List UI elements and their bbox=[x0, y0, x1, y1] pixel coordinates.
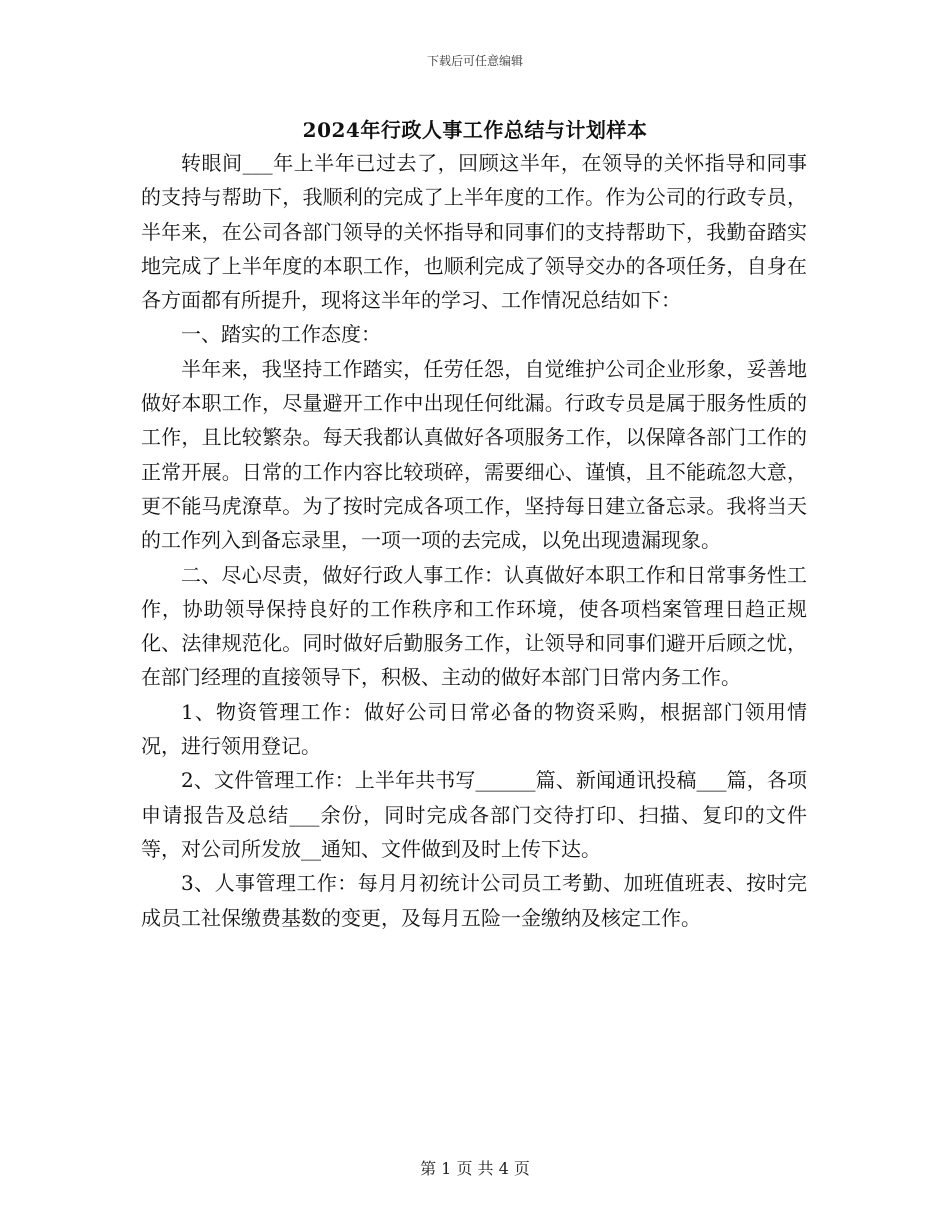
paragraph-item-1: 1、物资管理工作：做好公司日常必备的物资采购，根据部门领用情况，进行领用登记。 bbox=[141, 699, 807, 759]
paragraph-intro: 转眼间___年上半年已过去了，回顾这半年，在领导的关怀指导和同事的支持与帮助下，我顺利的完成了上半年度的工作。作为公司的行政专员，半年来，在公司各部门领导的关怀指导和同事们的支持帮助下，我勤奋踏实地完成了上半年度的本职工作，也顺利完成了领导交办的各项任务，自身在各方面都有所提升，现将这半年的学习、工作情况总结如下： bbox=[141, 151, 807, 313]
paragraph-section-2: 二、尽心尽责，做好行政人事工作：认真做好本职工作和日常事务性工作，协助领导保持良好的工作秩序和工作环境，使各项档案管理日趋正规化、法律规范化。同时做好后勤服务工作，让领导和同事们避开后顾之忧，在部门经理的直接领导下，积极、主动的做好本部门日常内务工作。 bbox=[141, 562, 807, 690]
paragraph-section-1-body: 半年来，我坚持工作踏实，任劳任怨，自觉维护公司企业形象，妥善地做好本职工作，尽量避开工作中出现任何纰漏。行政专员是属于服务性质的工作，且比较繁杂。每天我都认真做好各项服务工作，以保障各部门工作的正常开展。日常的工作内容比较琐碎，需要细心、谨慎，且不能疏忽大意，更不能马虎潦草。为了按时完成各项工作，坚持每日建立备忘录。我将当天的工作列入到备忘录里，一项一项的去完成，以免出现遗漏现象。 bbox=[141, 356, 807, 553]
page-number: 第 1 页 共 4 页 bbox=[420, 1159, 530, 1178]
paragraph-item-3: 3、人事管理工作：每月月初统计公司员工考勤、加班值班表、按时完成员工社保缴费基数的变更，及每月五险一金缴纳及核定工作。 bbox=[141, 871, 807, 930]
paragraph-item-2: 2、文件管理工作：上半年共书写______篇、新闻通讯投稿___篇，各项申请报告及总结___余份，同时完成各部门交待打印、扫描、复印的文件等，对公司所发放__通知、文件做到及时上传下达。 bbox=[141, 768, 807, 861]
paragraph-section-1-heading: 一、踏实的工作态度： bbox=[181, 322, 381, 347]
document-title: 2024年行政人事工作总结与计划样本 bbox=[302, 118, 648, 142]
page-header-note: 下载后可任意编辑 bbox=[426, 54, 523, 68]
document-body bbox=[141, 146, 807, 935]
